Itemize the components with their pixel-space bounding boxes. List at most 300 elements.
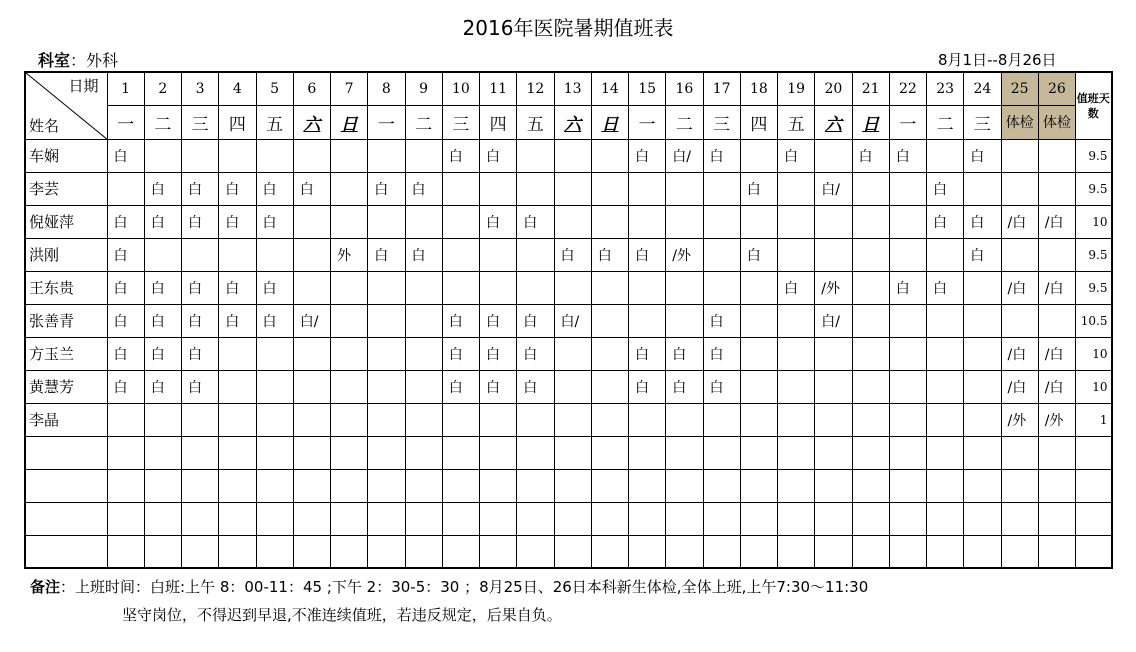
- empty-cell: [25, 436, 107, 469]
- shift-cell: 白: [629, 370, 666, 403]
- empty-cell: [107, 535, 144, 568]
- empty-cell: [25, 535, 107, 568]
- shift-cell: [219, 403, 256, 436]
- empty-cell: [405, 535, 442, 568]
- empty-cell: [517, 535, 554, 568]
- empty-cell: [219, 469, 256, 502]
- empty-cell: [927, 502, 964, 535]
- shift-cell: /白: [1001, 337, 1038, 370]
- empty-cell: [740, 502, 777, 535]
- shift-cell: 白: [927, 172, 964, 205]
- empty-cell: [1038, 535, 1075, 568]
- empty-cell: [964, 436, 1001, 469]
- date-header-cell: 7: [331, 72, 368, 105]
- shift-cell: [740, 337, 777, 370]
- shift-cell: 白: [666, 337, 703, 370]
- shift-cell: /白: [1001, 205, 1038, 238]
- shift-cell: [442, 205, 479, 238]
- empty-cell: [703, 469, 740, 502]
- empty-cell: [666, 469, 703, 502]
- shift-cell: [1038, 304, 1075, 337]
- shift-cell: [927, 370, 964, 403]
- shift-cell: 白: [182, 304, 219, 337]
- empty-cell: [219, 502, 256, 535]
- date-header-cell: 23: [927, 72, 964, 105]
- empty-cell: [703, 535, 740, 568]
- staff-name: 张善青: [25, 304, 107, 337]
- weekday-header-cell: 一: [368, 105, 405, 139]
- empty-cell: [703, 502, 740, 535]
- empty-cell: [666, 535, 703, 568]
- shift-cell: [815, 139, 852, 172]
- shift-cell: [740, 304, 777, 337]
- shift-cell: [1038, 238, 1075, 271]
- empty-cell: [517, 469, 554, 502]
- empty-cell: [107, 502, 144, 535]
- empty-cell: [852, 535, 889, 568]
- shift-cell: 白: [554, 238, 591, 271]
- empty-cell: [964, 535, 1001, 568]
- shift-cell: [740, 205, 777, 238]
- empty-cell: [629, 535, 666, 568]
- empty-cell: [293, 436, 330, 469]
- empty-cell: [368, 502, 405, 535]
- shift-cell: 白: [405, 172, 442, 205]
- shift-cell: /外: [1038, 403, 1075, 436]
- shift-cell: [703, 238, 740, 271]
- empty-row: [25, 436, 1112, 469]
- department-value: ：外科: [70, 51, 119, 70]
- shift-cell: [554, 172, 591, 205]
- shift-cell: [554, 139, 591, 172]
- duty-days-total: 9.5: [1076, 271, 1112, 304]
- empty-cell: [107, 436, 144, 469]
- shift-cell: [442, 271, 479, 304]
- empty-cell: [405, 436, 442, 469]
- shift-cell: [219, 337, 256, 370]
- date-header-label: 日期: [68, 77, 99, 95]
- empty-cell: [368, 469, 405, 502]
- empty-cell: [144, 502, 181, 535]
- shift-cell: [144, 139, 181, 172]
- empty-cell: [1001, 502, 1038, 535]
- shift-cell: [554, 271, 591, 304]
- empty-cell: [703, 436, 740, 469]
- weekday-header-cell: 一: [889, 105, 926, 139]
- shift-cell: [331, 205, 368, 238]
- shift-cell: 白: [144, 304, 181, 337]
- shift-cell: 白: [368, 238, 405, 271]
- empty-cell: [554, 535, 591, 568]
- date-header-cell: 26: [1038, 72, 1075, 105]
- shift-cell: [927, 139, 964, 172]
- staff-name: 洪刚: [25, 238, 107, 271]
- duty-days-total: 9.5: [1076, 139, 1112, 172]
- shift-cell: [256, 139, 293, 172]
- empty-cell: [889, 502, 926, 535]
- duty-days-total: 9.5: [1076, 172, 1112, 205]
- duty-days-total: 10.5: [1076, 304, 1112, 337]
- shift-cell: [964, 304, 1001, 337]
- empty-cell: [182, 436, 219, 469]
- department: [38, 48, 118, 71]
- empty-cell: [815, 502, 852, 535]
- shift-cell: 白: [442, 304, 479, 337]
- shift-cell: [815, 205, 852, 238]
- empty-cell: [1076, 535, 1112, 568]
- staff-name: 黄慧芳: [25, 370, 107, 403]
- shift-cell: [703, 403, 740, 436]
- empty-cell: [368, 535, 405, 568]
- shift-cell: 白: [517, 370, 554, 403]
- shift-cell: [778, 403, 815, 436]
- date-header-cell: 21: [852, 72, 889, 105]
- shift-cell: [293, 403, 330, 436]
- empty-cell: [331, 469, 368, 502]
- shift-cell: [293, 337, 330, 370]
- date-header-cell: 20: [815, 72, 852, 105]
- empty-cell: [964, 469, 1001, 502]
- empty-cell: [25, 502, 107, 535]
- shift-cell: /白: [1001, 370, 1038, 403]
- shift-cell: [591, 172, 628, 205]
- date-header-cell: 10: [442, 72, 479, 105]
- shift-cell: 白: [293, 172, 330, 205]
- shift-cell: [666, 205, 703, 238]
- date-range: 8月1日--8月26日: [938, 51, 1057, 69]
- shift-cell: [331, 403, 368, 436]
- shift-cell: [778, 205, 815, 238]
- shift-cell: [331, 172, 368, 205]
- empty-cell: [331, 502, 368, 535]
- shift-cell: [889, 337, 926, 370]
- weekday-header-cell: 六: [554, 105, 591, 139]
- empty-cell: [442, 436, 479, 469]
- shift-cell: 白: [517, 337, 554, 370]
- shift-cell: [815, 337, 852, 370]
- empty-cell: [293, 469, 330, 502]
- shift-cell: 白: [219, 304, 256, 337]
- shift-cell: 白: [927, 205, 964, 238]
- shift-cell: [591, 403, 628, 436]
- weekday-header-cell: 一: [629, 105, 666, 139]
- shift-cell: 白: [219, 271, 256, 304]
- shift-cell: 白: [256, 304, 293, 337]
- header-row-weekdays: [25, 105, 1112, 139]
- weekday-header-cell: 五: [256, 105, 293, 139]
- shift-cell: 白: [107, 238, 144, 271]
- shift-cell: 白: [964, 238, 1001, 271]
- shift-cell: 白: [927, 271, 964, 304]
- shift-cell: 白: [182, 370, 219, 403]
- staff-name: 方玉兰: [25, 337, 107, 370]
- date-header-cell: 17: [703, 72, 740, 105]
- shift-cell: [368, 139, 405, 172]
- shift-cell: [442, 172, 479, 205]
- shift-cell: 白: [107, 370, 144, 403]
- shift-cell: 白/: [554, 304, 591, 337]
- date-header-cell: 16: [666, 72, 703, 105]
- shift-cell: [368, 304, 405, 337]
- shift-cell: /白: [1038, 337, 1075, 370]
- shift-cell: [815, 370, 852, 403]
- shift-cell: 白: [629, 238, 666, 271]
- empty-cell: [256, 502, 293, 535]
- weekday-header-cell: 四: [480, 105, 517, 139]
- empty-cell: [144, 469, 181, 502]
- empty-cell: [927, 436, 964, 469]
- shift-cell: [815, 403, 852, 436]
- shift-cell: [889, 403, 926, 436]
- date-header-cell: 11: [480, 72, 517, 105]
- shift-cell: [629, 271, 666, 304]
- shift-cell: 白: [480, 205, 517, 238]
- shift-cell: [927, 403, 964, 436]
- shift-cell: 白: [778, 271, 815, 304]
- shift-cell: [182, 403, 219, 436]
- shift-cell: [815, 238, 852, 271]
- shift-cell: [517, 238, 554, 271]
- shift-cell: [740, 271, 777, 304]
- shift-cell: 白: [144, 172, 181, 205]
- empty-cell: [293, 502, 330, 535]
- note-line-1: ：上班时间：白班:上午 8：00-11：45 ;下午 2：30-5：30 ；8月25日、26日本科新生体检,全体上班,上午7:30～11:30: [60, 578, 869, 596]
- empty-cell: [293, 535, 330, 568]
- shift-cell: 白: [480, 304, 517, 337]
- duty-schedule-table: [24, 71, 1113, 569]
- empty-cell: [517, 436, 554, 469]
- shift-cell: [368, 337, 405, 370]
- empty-cell: [1076, 436, 1112, 469]
- page-title: 2016年医院暑期值班表: [462, 16, 674, 40]
- shift-cell: [331, 304, 368, 337]
- shift-cell: [852, 205, 889, 238]
- empty-cell: [778, 469, 815, 502]
- shift-cell: 白: [703, 304, 740, 337]
- date-header-cell: 6: [293, 72, 330, 105]
- empty-cell: [368, 436, 405, 469]
- shift-cell: [591, 205, 628, 238]
- shift-cell: [293, 205, 330, 238]
- shift-cell: [591, 304, 628, 337]
- empty-cell: [1001, 469, 1038, 502]
- empty-cell: [889, 535, 926, 568]
- empty-cell: [927, 469, 964, 502]
- shift-cell: /白: [1038, 205, 1075, 238]
- weekday-header-cell: 日: [591, 105, 628, 139]
- shift-cell: [666, 304, 703, 337]
- shift-cell: /白: [1038, 370, 1075, 403]
- duty-days-total: 10: [1076, 337, 1112, 370]
- shift-cell: 白: [964, 205, 1001, 238]
- empty-cell: [666, 436, 703, 469]
- empty-cell: [740, 436, 777, 469]
- shift-cell: [331, 271, 368, 304]
- shift-cell: [1001, 172, 1038, 205]
- shift-cell: [927, 337, 964, 370]
- staff-name: 车娴: [25, 139, 107, 172]
- shift-cell: 白: [182, 172, 219, 205]
- note-line-2: 坚守岗位，不得迟到早退,不准连续值班，若违反规定，后果自负。: [122, 606, 562, 624]
- empty-cell: [591, 469, 628, 502]
- shift-cell: 白: [778, 139, 815, 172]
- shift-cell: 白: [182, 205, 219, 238]
- shift-cell: 白: [703, 370, 740, 403]
- weekday-header-cell: 四: [219, 105, 256, 139]
- shift-cell: 白/: [815, 304, 852, 337]
- shift-cell: 白: [107, 139, 144, 172]
- shift-cell: [1038, 139, 1075, 172]
- weekday-header-cell: 日: [852, 105, 889, 139]
- weekday-header-cell: 一: [107, 105, 144, 139]
- shift-cell: [293, 238, 330, 271]
- date-header-cell: 13: [554, 72, 591, 105]
- shift-cell: [889, 238, 926, 271]
- shift-cell: [107, 403, 144, 436]
- shift-cell: 白: [703, 139, 740, 172]
- shift-cell: [256, 403, 293, 436]
- shift-cell: [144, 238, 181, 271]
- shift-cell: [889, 304, 926, 337]
- empty-cell: [480, 436, 517, 469]
- weekday-header-cell: 五: [517, 105, 554, 139]
- shift-cell: [219, 238, 256, 271]
- shift-cell: 白: [182, 271, 219, 304]
- shift-cell: [480, 238, 517, 271]
- weekday-header-cell: 日: [331, 105, 368, 139]
- shift-cell: [405, 139, 442, 172]
- shift-cell: [219, 370, 256, 403]
- shift-cell: [964, 337, 1001, 370]
- shift-cell: [852, 172, 889, 205]
- date-header-cell: 1: [107, 72, 144, 105]
- shift-cell: 白: [256, 271, 293, 304]
- table-row: [25, 172, 1112, 205]
- shift-cell: [703, 271, 740, 304]
- shift-cell: /白: [1001, 271, 1038, 304]
- date-header-cell: 2: [144, 72, 181, 105]
- shift-cell: [1001, 238, 1038, 271]
- shift-cell: [666, 403, 703, 436]
- date-header-cell: 9: [405, 72, 442, 105]
- empty-row: [25, 535, 1112, 568]
- shift-cell: [778, 304, 815, 337]
- empty-cell: [815, 436, 852, 469]
- empty-cell: [219, 436, 256, 469]
- empty-cell: [331, 436, 368, 469]
- empty-cell: [182, 469, 219, 502]
- empty-cell: [256, 535, 293, 568]
- shift-cell: 白: [703, 337, 740, 370]
- shift-cell: [480, 403, 517, 436]
- shift-cell: [629, 172, 666, 205]
- duty-days-header: 值班天数: [1076, 72, 1112, 139]
- date-header-cell: 4: [219, 72, 256, 105]
- duty-days-total: 10: [1076, 370, 1112, 403]
- shift-cell: [554, 205, 591, 238]
- shift-cell: [852, 238, 889, 271]
- date-header-cell: 3: [182, 72, 219, 105]
- shift-cell: 白: [442, 337, 479, 370]
- staff-name: 李芸: [25, 172, 107, 205]
- shift-cell: [256, 370, 293, 403]
- shift-cell: 白: [144, 337, 181, 370]
- empty-cell: [256, 469, 293, 502]
- empty-cell: [1076, 502, 1112, 535]
- empty-cell: [107, 469, 144, 502]
- weekday-header-cell: 四: [740, 105, 777, 139]
- shift-cell: 白: [740, 172, 777, 205]
- shift-cell: 白: [740, 238, 777, 271]
- shift-cell: [368, 205, 405, 238]
- shift-cell: [405, 337, 442, 370]
- shift-cell: [256, 238, 293, 271]
- empty-cell: [1038, 469, 1075, 502]
- shift-cell: [778, 337, 815, 370]
- empty-cell: [182, 535, 219, 568]
- empty-cell: [1038, 436, 1075, 469]
- shift-cell: [1001, 139, 1038, 172]
- shift-cell: 外: [331, 238, 368, 271]
- shift-cell: 白: [517, 304, 554, 337]
- empty-cell: [591, 502, 628, 535]
- shift-cell: [629, 403, 666, 436]
- header-row-dates: [25, 72, 1112, 105]
- shift-cell: [927, 304, 964, 337]
- empty-cell: [554, 469, 591, 502]
- shift-cell: [852, 271, 889, 304]
- shift-cell: [405, 205, 442, 238]
- shift-cell: [629, 205, 666, 238]
- table-row: [25, 370, 1112, 403]
- empty-cell: [554, 436, 591, 469]
- weekday-header-cell: 六: [815, 105, 852, 139]
- date-header-cell: 5: [256, 72, 293, 105]
- shift-cell: [554, 337, 591, 370]
- shift-cell: [889, 172, 926, 205]
- shift-cell: 白: [442, 139, 479, 172]
- empty-cell: [25, 469, 107, 502]
- shift-cell: [182, 139, 219, 172]
- date-header-cell: 25: [1001, 72, 1038, 105]
- shift-cell: [331, 337, 368, 370]
- empty-cell: [442, 535, 479, 568]
- shift-cell: [1038, 172, 1075, 205]
- shift-cell: /外: [666, 238, 703, 271]
- shift-cell: [1001, 304, 1038, 337]
- empty-cell: [629, 436, 666, 469]
- shift-cell: [256, 337, 293, 370]
- shift-cell: 白: [144, 370, 181, 403]
- shift-cell: 白: [182, 337, 219, 370]
- empty-cell: [889, 469, 926, 502]
- empty-cell: [778, 535, 815, 568]
- shift-cell: 白: [629, 337, 666, 370]
- shift-cell: 白: [666, 370, 703, 403]
- shift-cell: [517, 139, 554, 172]
- table-row: [25, 238, 1112, 271]
- shift-cell: [852, 370, 889, 403]
- shift-cell: [629, 304, 666, 337]
- empty-cell: [889, 436, 926, 469]
- shift-cell: 白: [219, 172, 256, 205]
- empty-row: [25, 469, 1112, 502]
- empty-cell: [405, 502, 442, 535]
- shift-cell: [107, 172, 144, 205]
- table-row: [25, 403, 1112, 436]
- shift-cell: [889, 205, 926, 238]
- shift-cell: [293, 271, 330, 304]
